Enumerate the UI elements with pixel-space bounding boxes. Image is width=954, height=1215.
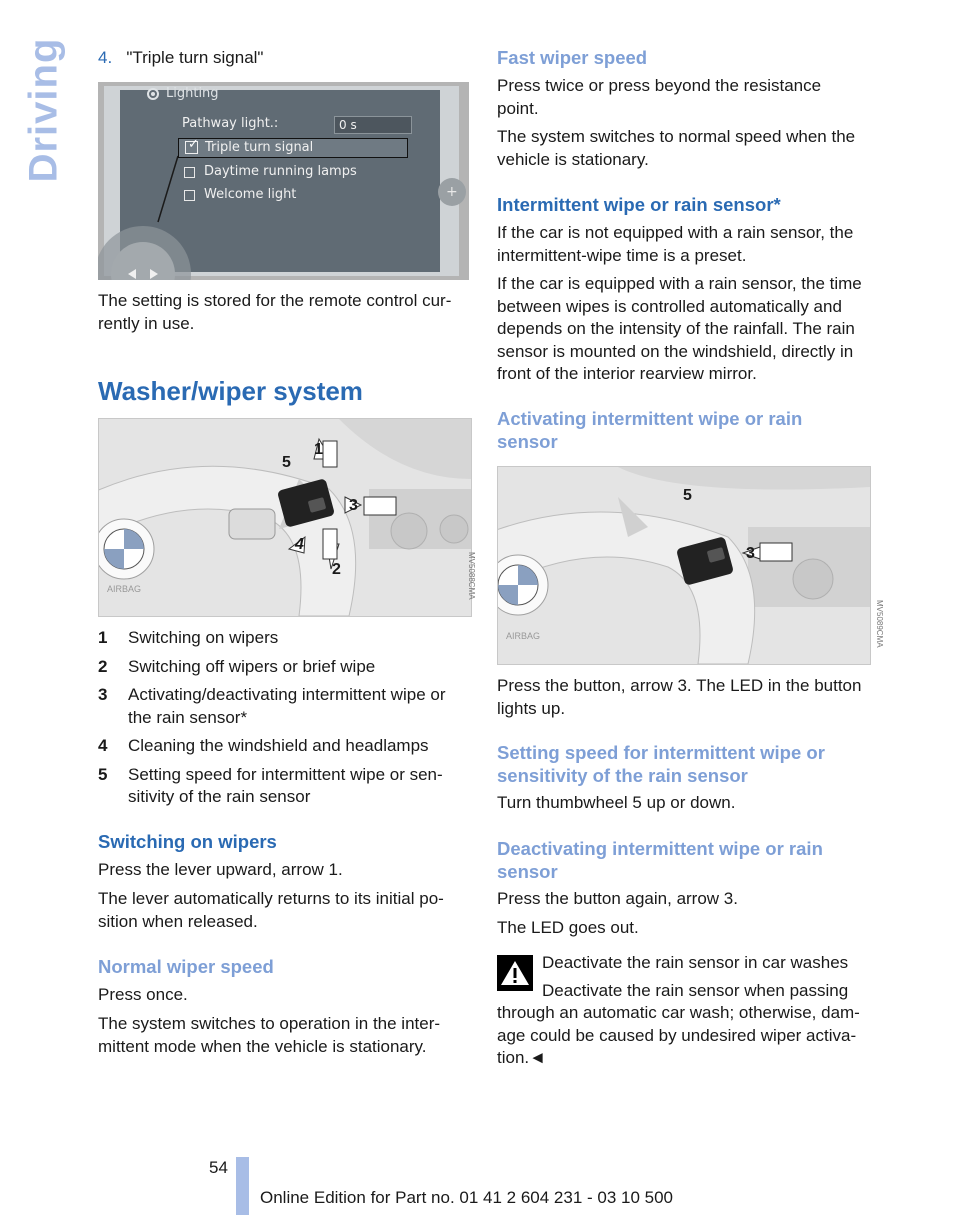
lighting-menu-screen [98, 82, 469, 280]
arrow-label-3: 3 [746, 545, 755, 562]
arrow-label-3: 3 [349, 497, 358, 514]
switching-on-p2: The lever automatically returns to its initial po- sition when released. [98, 889, 444, 931]
deactivating-p2: The LED goes out. [497, 918, 639, 937]
setting-speed-text: Turn thumbwheel 5 up or down. [497, 793, 736, 812]
intermittent-heading: Intermittent wipe or rain sensor* [497, 194, 781, 215]
gear-icon [145, 86, 161, 102]
rain-sensor-figure [497, 466, 871, 665]
warning-body: through an automatic car wash; otherwise, dam- age could be caused by undesired wiper activa- tion.◄ [497, 1003, 860, 1067]
checkbox-icon[interactable] [184, 190, 195, 201]
footer-bar [236, 1157, 249, 1215]
figure-legend [98, 627, 470, 809]
normal-speed-heading: Normal wiper speed [98, 956, 274, 977]
item-4-number: 4. [98, 48, 113, 67]
figure-code: MV5089CMA [875, 600, 884, 648]
arrow-label-2: 2 [332, 561, 341, 578]
intermittent-p2: If the car is equipped with a rain sensor, the time between wipes is controlled automatically and depends on the intensity of the rainfall. The rain sensor is mounted on the windshield, directly in front of the interior rearview mirror. [497, 274, 862, 383]
setting-speed-heading: Setting speed for intermittent wipe or sensitivity of the rain sensor [497, 742, 825, 786]
arrow-label-5: 5 [282, 454, 291, 471]
steering-wheel-illustration [99, 419, 471, 616]
airbag-label: AIRBAG [107, 584, 142, 594]
warning-line-1: Deactivate the rain sensor when passing [542, 981, 849, 1000]
normal-speed-p2: The system switches to operation in the inter- mittent mode when the vehicle is stationary. [98, 1014, 441, 1056]
chapter-tab-label: Driving [21, 37, 66, 183]
press-button-text: Press the button, arrow 3. The LED in the button lights up. [497, 676, 862, 718]
menu-option-label: Welcome light [204, 187, 297, 202]
airbag-label: AIRBAG [506, 631, 541, 641]
arrow-label-5: 5 [683, 487, 692, 504]
legend-item: 1 Switching on wipers [98, 628, 279, 647]
arrow-label-1: 1 [314, 441, 323, 458]
fast-speed-p2: The system switches to normal speed when the vehicle is stationary. [497, 127, 856, 169]
menu-title: Lighting [166, 86, 219, 101]
pathway-light-label[interactable]: Pathway light.: [182, 116, 279, 131]
page-number: 54 [209, 1158, 228, 1177]
menu-option-triple-turn-signal[interactable]: ✓ Triple turn signal [178, 138, 408, 158]
wiper-lever-figure [98, 418, 472, 617]
arrow-label-4: 4 [295, 536, 304, 553]
normal-speed-p1: Press once. [98, 985, 188, 1004]
footer-edition: Online Edition for Part no. 01 41 2 604 231 - 03 10 500 [260, 1188, 674, 1207]
item-4-text: "Triple turn signal" [126, 48, 264, 67]
setting-note: The setting is stored for the remote control cur- rently in use. [98, 291, 452, 333]
activating-heading: Activating intermittent wipe or rain sensor [497, 408, 803, 452]
figure-code: MV5088CMA [467, 552, 476, 600]
deactivating-heading: Deactivating intermittent wipe or rain sensor [497, 838, 823, 882]
chapter-tab [21, 37, 66, 183]
legend-item: 5 Setting speed for intermittent wipe or sen- sitivity of the rain sensor [98, 764, 443, 806]
fast-speed-p1: Press twice or press beyond the resistance point. [497, 76, 822, 118]
menu-option-label: Triple turn signal [205, 140, 314, 155]
legend-item: 2 Switching off wipers or brief wipe [98, 656, 376, 676]
section-title: Washer/wiper system [98, 376, 363, 406]
deactivating-p1: Press the button again, arrow 3. [497, 889, 738, 908]
checkbox-icon[interactable] [184, 167, 195, 178]
warning-title: Deactivate the rain sensor in car washes [542, 953, 849, 972]
fast-speed-heading: Fast wiper speed [497, 47, 648, 68]
legend-item: 3 Activating/deactivating intermittent wipe or the rain sensor* [98, 685, 446, 727]
warning-icon [497, 955, 533, 991]
switching-on-heading: Switching on wipers [98, 831, 277, 852]
switching-on-p1: Press the lever upward, arrow 1. [98, 860, 343, 879]
menu-option-label: Daytime running lamps [204, 164, 357, 179]
item-4 [98, 47, 263, 70]
legend-item: 4 Cleaning the windshield and headlamps [98, 736, 429, 755]
svg-text:+: + [446, 184, 458, 200]
lighting-menu-figure [98, 82, 469, 280]
pathway-light-value[interactable]: 0 s [334, 116, 412, 134]
intermittent-p1: If the car is not equipped with a rain sensor, the intermittent-wipe time is a preset. [497, 223, 854, 265]
